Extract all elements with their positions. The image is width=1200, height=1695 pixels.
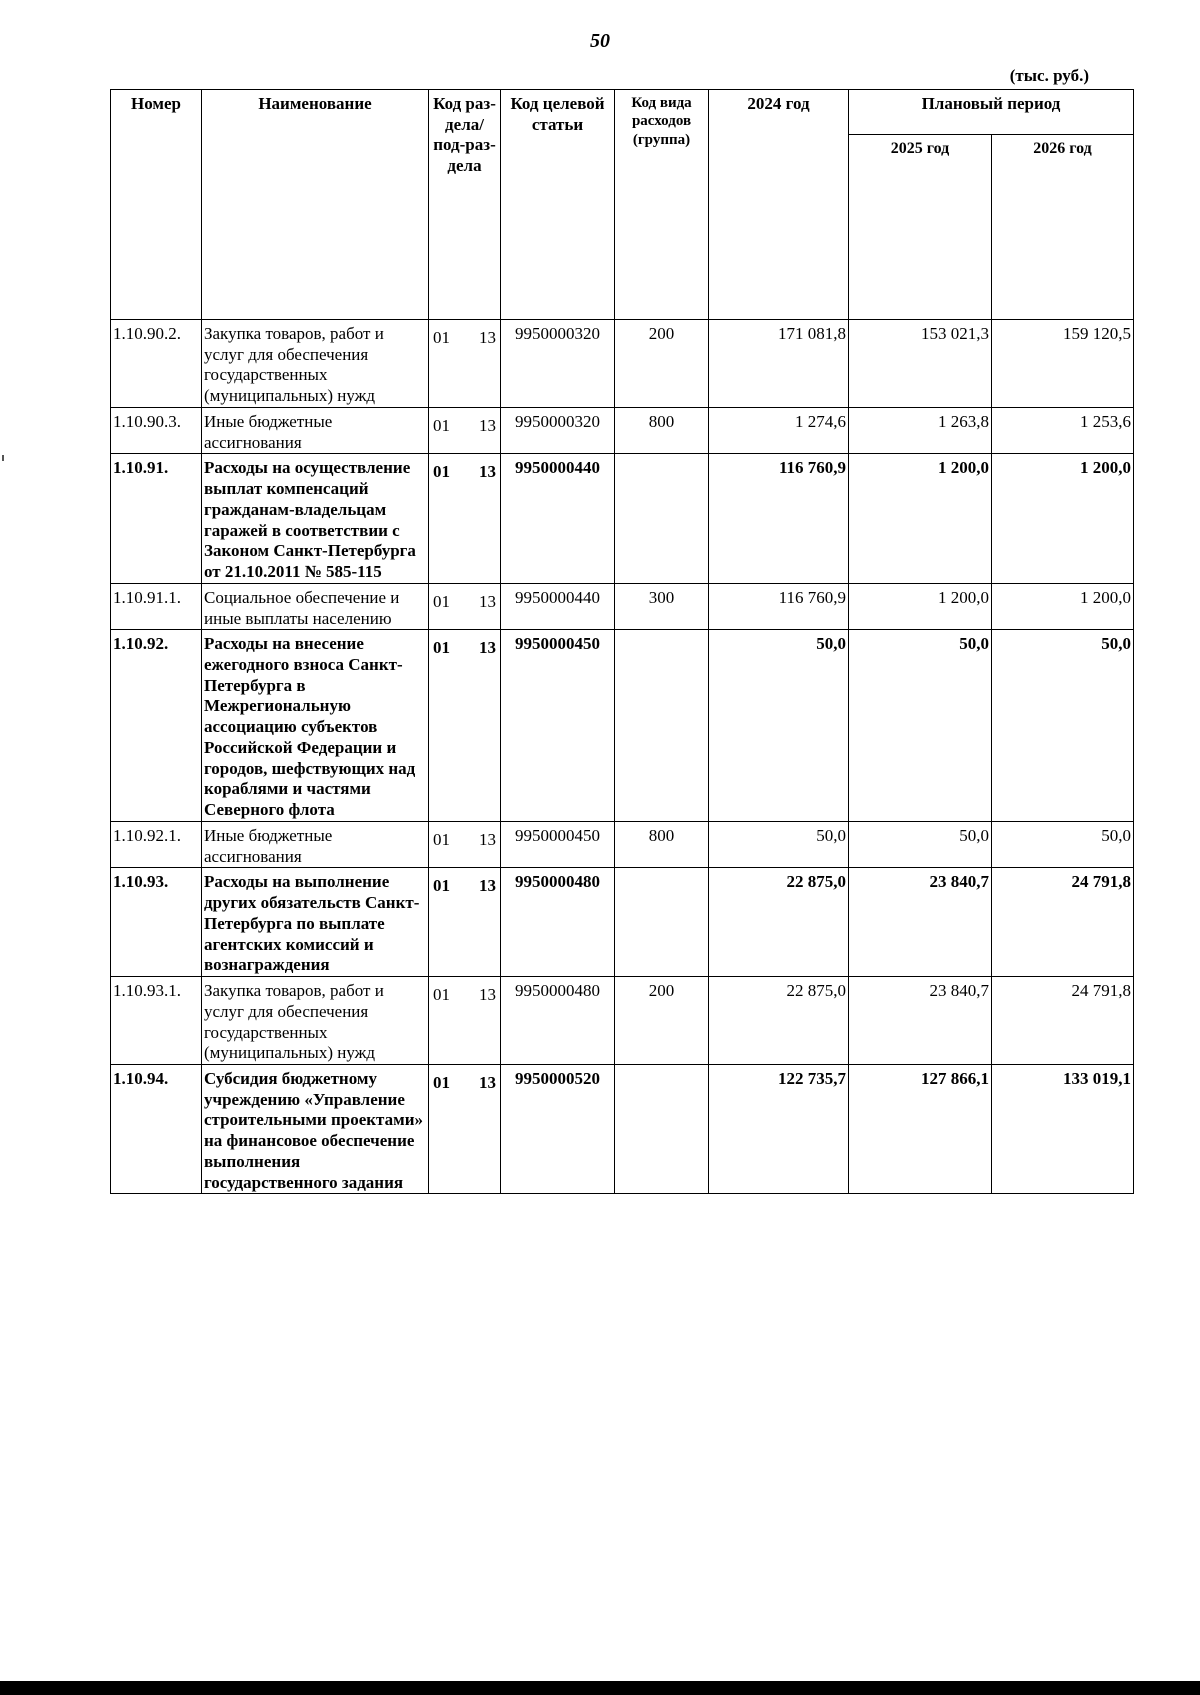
row-number: 1.10.93.1. — [111, 977, 202, 1065]
row-name: Субсидия бюджетному учреждению «Управление строительными проектами» на финансовое обеспечение выполнения государственного задания — [202, 1064, 429, 1193]
row-section-code — [429, 977, 501, 1065]
row-name: Иные бюджетные ассигнования — [202, 821, 429, 867]
row-number: 1.10.91. — [111, 454, 202, 583]
row-amount-2026: 1 200,0 — [992, 583, 1134, 629]
row-number: 1.10.90.2. — [111, 320, 202, 408]
table-header — [111, 90, 1134, 320]
row-number: 1.10.90.3. — [111, 407, 202, 453]
subsection-code: 13 — [479, 985, 496, 1005]
row-expense-type — [615, 454, 709, 583]
table-row — [111, 977, 1134, 1065]
row-amount-2025: 1 200,0 — [849, 583, 992, 629]
section-code: 01 — [433, 462, 450, 482]
row-section-code — [429, 1064, 501, 1193]
row-amount-2025: 1 200,0 — [849, 454, 992, 583]
table-row — [111, 454, 1134, 583]
subsection-code: 13 — [479, 415, 496, 435]
page-number: 50 — [590, 30, 610, 52]
row-number: 1.10.92. — [111, 630, 202, 822]
units-label: (тыс. руб.) — [1009, 66, 1089, 85]
row-amount-2026: 1 200,0 — [992, 454, 1134, 583]
row-amount-2025: 127 866,1 — [849, 1064, 992, 1193]
row-amount-2026: 159 120,5 — [992, 320, 1134, 408]
row-expense-type — [615, 1064, 709, 1193]
row-amount-2026: 50,0 — [992, 630, 1134, 822]
row-amount-2026: 24 791,8 — [992, 977, 1134, 1065]
header-year-2024: 2024 год — [709, 90, 849, 320]
row-amount-2026: 1 253,6 — [992, 407, 1134, 453]
section-code: 01 — [433, 876, 450, 896]
row-target-code: 9950000450 — [501, 821, 615, 867]
section-code: 01 — [433, 985, 450, 1005]
row-expense-type: 800 — [615, 821, 709, 867]
row-amount-2024: 50,0 — [709, 630, 849, 822]
row-amount-2024: 1 274,6 — [709, 407, 849, 453]
header-target-code: Код целевой статьи — [501, 90, 615, 320]
row-expense-type: 800 — [615, 407, 709, 453]
scan-mark — [2, 455, 4, 461]
row-name: Закупка товаров, работ и услуг для обеспечения государственных (муниципальных) нужд — [202, 320, 429, 408]
header-name: Наименование — [202, 90, 429, 320]
row-number: 1.10.91.1. — [111, 583, 202, 629]
row-amount-2026: 50,0 — [992, 821, 1134, 867]
row-section-code — [429, 320, 501, 408]
row-section-code — [429, 868, 501, 977]
row-target-code: 9950000450 — [501, 630, 615, 822]
row-expense-type — [615, 630, 709, 822]
header-year-2026: 2026 год — [992, 135, 1134, 320]
table-row — [111, 630, 1134, 822]
header-section-code: Код раз-дела/ под-раз-дела — [429, 90, 501, 320]
row-target-code: 9950000320 — [501, 320, 615, 408]
row-number: 1.10.92.1. — [111, 821, 202, 867]
row-amount-2024: 122 735,7 — [709, 1064, 849, 1193]
section-code: 01 — [433, 591, 450, 611]
row-amount-2026: 133 019,1 — [992, 1064, 1134, 1193]
row-amount-2025: 23 840,7 — [849, 868, 992, 977]
subsection-code: 13 — [479, 1072, 496, 1092]
table-body — [111, 320, 1134, 1194]
subsection-code: 13 — [479, 876, 496, 896]
row-amount-2024: 171 081,8 — [709, 320, 849, 408]
subsection-code: 13 — [479, 591, 496, 611]
budget-table — [110, 89, 1134, 1194]
row-number: 1.10.93. — [111, 868, 202, 977]
table-row — [111, 407, 1134, 453]
row-target-code: 9950000520 — [501, 1064, 615, 1193]
subsection-code: 13 — [479, 462, 496, 482]
row-expense-type — [615, 868, 709, 977]
header-planned-period: Плановый период — [849, 90, 1134, 135]
row-amount-2025: 50,0 — [849, 630, 992, 822]
row-amount-2024: 116 760,9 — [709, 454, 849, 583]
header-number: Номер — [111, 90, 202, 320]
row-name: Расходы на внесение ежегодного взноса Санкт-Петербурга в Межрегиональную ассоциацию субъектов Российской Федерации и городов, шефствующих над кораблями и частями Северного флота — [202, 630, 429, 822]
row-target-code: 9950000480 — [501, 977, 615, 1065]
row-target-code: 9950000480 — [501, 868, 615, 977]
row-expense-type: 300 — [615, 583, 709, 629]
section-code: 01 — [433, 328, 450, 347]
table-row — [111, 583, 1134, 629]
subsection-code: 13 — [479, 829, 496, 849]
section-code: 01 — [433, 1072, 450, 1092]
row-amount-2025: 153 021,3 — [849, 320, 992, 408]
header-year-2025: 2025 год — [849, 135, 992, 320]
row-amount-2026: 24 791,8 — [992, 868, 1134, 977]
section-code: 01 — [433, 638, 450, 658]
row-name: Социальное обеспечение и иные выплаты населению — [202, 583, 429, 629]
row-name: Расходы на осуществление выплат компенсаций гражданам-владельцам гаражей в соответствии с Законом Санкт-Петербурга от 21.10.2011 № 585-115 — [202, 454, 429, 583]
row-target-code: 9950000320 — [501, 407, 615, 453]
row-name: Закупка товаров, работ и услуг для обеспечения государственных (муниципальных) нужд — [202, 977, 429, 1065]
row-expense-type: 200 — [615, 320, 709, 408]
header-expense-type-code: Код вида расходов (группа) — [615, 90, 709, 320]
row-target-code: 9950000440 — [501, 454, 615, 583]
subsection-code: 13 — [479, 328, 496, 347]
table-row — [111, 320, 1134, 408]
row-section-code — [429, 407, 501, 453]
row-amount-2024: 22 875,0 — [709, 868, 849, 977]
row-name: Расходы на выполнение других обязательств Санкт-Петербурга по выплате агентских комиссий и вознаграждения — [202, 868, 429, 977]
table-row — [111, 1064, 1134, 1193]
row-section-code — [429, 583, 501, 629]
row-amount-2024: 22 875,0 — [709, 977, 849, 1065]
section-code: 01 — [433, 829, 450, 849]
row-amount-2024: 50,0 — [709, 821, 849, 867]
row-section-code — [429, 630, 501, 822]
row-amount-2025: 23 840,7 — [849, 977, 992, 1065]
row-amount-2025: 1 263,8 — [849, 407, 992, 453]
row-expense-type: 200 — [615, 977, 709, 1065]
row-number: 1.10.94. — [111, 1064, 202, 1193]
table-row — [111, 821, 1134, 867]
table-row — [111, 868, 1134, 977]
row-amount-2025: 50,0 — [849, 821, 992, 867]
scan-bottom-edge — [0, 1681, 1200, 1695]
row-name: Иные бюджетные ассигнования — [202, 407, 429, 453]
row-section-code — [429, 454, 501, 583]
row-amount-2024: 116 760,9 — [709, 583, 849, 629]
section-code: 01 — [433, 415, 450, 435]
row-target-code: 9950000440 — [501, 583, 615, 629]
row-section-code — [429, 821, 501, 867]
subsection-code: 13 — [479, 638, 496, 658]
